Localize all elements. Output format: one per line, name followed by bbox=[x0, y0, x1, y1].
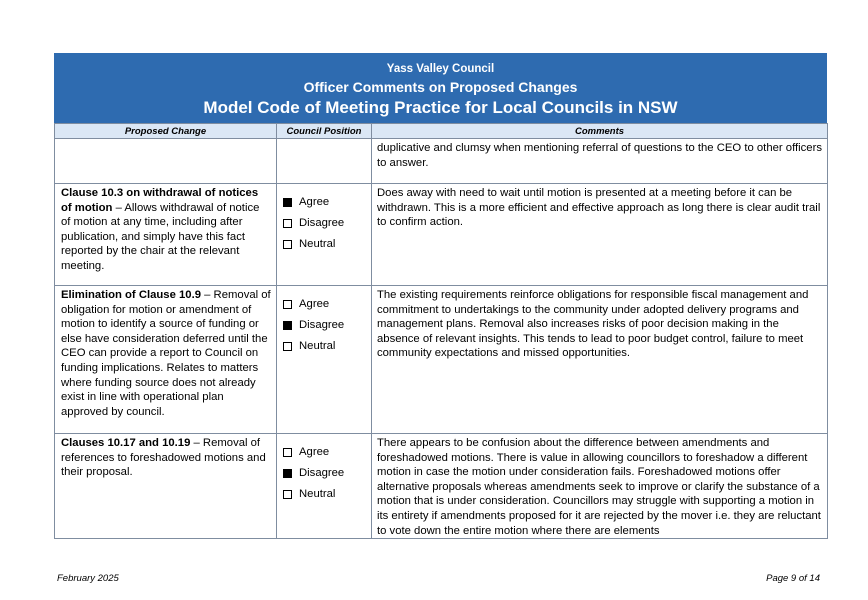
table-row-continuation bbox=[55, 139, 828, 184]
document bbox=[54, 53, 827, 539]
council-position-cell bbox=[277, 184, 372, 286]
change-title: Clause 10.3 on withdrawal of notices of motion bbox=[61, 187, 259, 214]
position-option-neutral[interactable]: Neutral bbox=[283, 484, 366, 505]
position-option-disagree[interactable]: Disagree bbox=[283, 213, 366, 234]
change-description: – Allows withdrawal of notice of motion at any time, including after publication, and simply have this fact reported by the chair at the relevant meeting. bbox=[61, 201, 260, 272]
comment-cell: The existing requirements reinforce obligations for responsible fiscal management and commitment to undertakings to the community under adopted delivery programs and management plans. Removal also increases risks of poor decision making in the absence of relevant insights. This tends to lead to poor budget control, failure to meet community expectations and missed opportunities. bbox=[372, 286, 828, 434]
checked-checkbox-icon[interactable] bbox=[283, 321, 292, 330]
position-option-agree[interactable]: Agree bbox=[283, 192, 366, 213]
comment-cell: Does away with need to wait until motion is presented at a meeting before it can be withdrawn. This is a more efficient and effective approach as long there is clear audit trail to confirm action. bbox=[372, 184, 828, 286]
position-option-agree[interactable]: Agree bbox=[283, 442, 366, 463]
column-header-proposed-change: Proposed Change bbox=[55, 124, 277, 139]
table-row bbox=[55, 434, 828, 539]
header-banner bbox=[54, 53, 827, 123]
position-option-disagree[interactable]: Disagree bbox=[283, 315, 366, 336]
document-title: Model Code of Meeting Practice for Local Councils in NSW bbox=[203, 98, 678, 117]
proposed-change-cell bbox=[55, 139, 277, 184]
council-position-cell bbox=[277, 286, 372, 434]
change-description: – Removal of obligation for motion or amendment of motion to identify a source of funding or else have consideration deferred until the CEO can provide a report to Council on funding implications. Relates to matters where funding source does not already exist in line with operational plan approved by council. bbox=[61, 289, 271, 418]
position-option-disagree[interactable]: Disagree bbox=[283, 463, 366, 484]
position-option-neutral[interactable]: Neutral bbox=[283, 234, 366, 255]
table-header-row bbox=[55, 124, 828, 139]
comment-cell: There appears to be confusion about the difference between amendments and foreshadowed motions. There is value in allowing councillors to foreshadow a different motion in case the motion under consideration fails. Foreshadowed motions offer alternative proposals whereas amendments seek to improve or clarify the substance of a motion that is under consideration. Councillors may struggle with supporting a motion in its entirety if amendments proposed for it are rejected by the mover i.e. they are reluctant to vote down the entire motion where there are elements bbox=[372, 434, 828, 539]
footer-date: February 2025 bbox=[57, 573, 119, 584]
checkbox-icon[interactable] bbox=[283, 342, 292, 351]
comments-table bbox=[54, 123, 828, 539]
change-title: Elimination of Clause 10.9 bbox=[61, 289, 201, 301]
table-row bbox=[55, 184, 828, 286]
proposed-change-cell bbox=[55, 434, 277, 539]
comment-cell: duplicative and clumsy when mentioning referral of questions to the CEO to other officers to answer. bbox=[372, 139, 828, 184]
document-subtitle: Officer Comments on Proposed Changes bbox=[303, 79, 578, 95]
checked-checkbox-icon[interactable] bbox=[283, 198, 292, 207]
checkbox-icon[interactable] bbox=[283, 490, 292, 499]
change-title: Clauses 10.17 and 10.19 bbox=[61, 437, 191, 449]
council-position-cell bbox=[277, 139, 372, 184]
column-header-council-position: Council Position bbox=[277, 124, 372, 139]
checkbox-icon[interactable] bbox=[283, 219, 292, 228]
proposed-change-cell bbox=[55, 184, 277, 286]
column-header-comments: Comments bbox=[372, 124, 828, 139]
position-option-agree[interactable]: Agree bbox=[283, 294, 366, 315]
table-row bbox=[55, 286, 828, 434]
footer-page-number: Page 9 of 14 bbox=[766, 573, 820, 584]
change-description: – Removal of references to foreshadowed motions and their proposal. bbox=[61, 437, 266, 479]
proposed-change-cell bbox=[55, 286, 277, 434]
position-option-neutral[interactable]: Neutral bbox=[283, 336, 366, 357]
council-position-cell bbox=[277, 434, 372, 539]
org-name: Yass Valley Council bbox=[386, 63, 495, 75]
checked-checkbox-icon[interactable] bbox=[283, 469, 292, 478]
checkbox-icon[interactable] bbox=[283, 300, 292, 309]
checkbox-icon[interactable] bbox=[283, 240, 292, 249]
checkbox-icon[interactable] bbox=[283, 448, 292, 457]
